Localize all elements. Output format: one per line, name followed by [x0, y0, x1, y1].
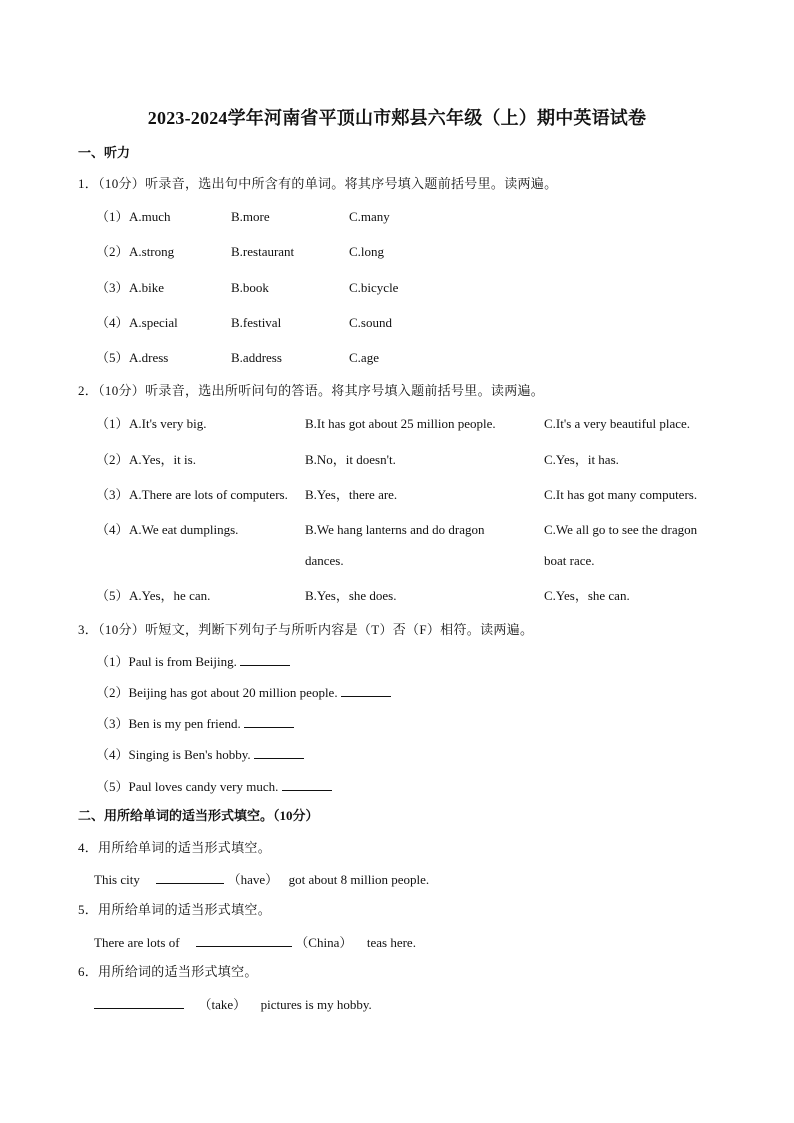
option-a: A.dress — [129, 350, 169, 365]
option-a: A.There are lots of computers. — [129, 487, 288, 502]
item-number: （2） — [96, 685, 129, 700]
item-text: Paul loves candy very much. — [128, 779, 279, 794]
option-c: C.It's a very beautiful place. — [544, 416, 691, 431]
option-c: C.Yes，she can. — [544, 588, 630, 603]
option-c: C.bicycle — [349, 280, 399, 295]
word-hint: （take） — [198, 997, 247, 1012]
item-text: Paul is from Beijing. — [128, 654, 237, 669]
option-a: A.strong — [129, 244, 175, 259]
row-number: （5） — [96, 588, 129, 603]
row-number: （4） — [96, 522, 129, 537]
option-c: C.It has got many computers. — [544, 487, 698, 502]
row-number: （1） — [96, 209, 129, 224]
section-heading-listening: 一、听力 — [78, 145, 131, 160]
option-a: A.Yes，it is. — [129, 452, 196, 467]
option-a: A.special — [129, 315, 178, 330]
option-b: B.address — [231, 350, 282, 365]
answer-blank[interactable] — [244, 715, 294, 728]
item-number: （5） — [96, 779, 129, 794]
answer-blank[interactable] — [282, 778, 332, 791]
word-hint: （have） — [227, 872, 279, 887]
sentence-start: There are lots of — [94, 935, 180, 950]
option-a: A.It's very big. — [129, 416, 207, 431]
option-c: C.age — [349, 350, 379, 365]
option-b: B.Yes，she does. — [305, 588, 397, 603]
row-number: （3） — [96, 487, 129, 502]
answer-blank[interactable] — [254, 746, 304, 759]
list-item — [96, 653, 290, 670]
option-c-line-2: boat race. — [544, 553, 595, 568]
list-item — [96, 715, 294, 732]
question-4-sentence — [94, 871, 429, 888]
question-6-stem: 6．用所给词的适当形式填空。 — [78, 964, 258, 979]
row-number: （5） — [96, 350, 129, 365]
question-5-stem: 5．用所给单词的适当形式填空。 — [78, 902, 272, 917]
answer-blank[interactable] — [196, 934, 292, 947]
question-2-stem: 2．（10分）听录音，选出所听问句的答语。将其序号填入题前括号里。读两遍。 — [78, 383, 545, 398]
option-c: C.sound — [349, 315, 392, 330]
sentence-end: teas here. — [366, 935, 416, 950]
option-c: C.Yes，it has. — [544, 452, 619, 467]
option-a: A.much — [129, 209, 171, 224]
item-text: Singing is Ben's hobby. — [128, 747, 251, 762]
list-item — [96, 778, 332, 795]
option-b-line-1: B.We hang lanterns and do dragon — [305, 522, 485, 537]
option-b: B.It has got about 25 million people. — [305, 416, 496, 431]
option-b: B.Yes，there are. — [305, 487, 398, 502]
option-a: A.We eat dumplings. — [129, 522, 239, 537]
item-text: Beijing has got about 20 million people. — [128, 685, 338, 700]
option-c: C.long — [349, 244, 385, 259]
row-number: （3） — [96, 280, 129, 295]
row-number: （1） — [96, 416, 129, 431]
answer-blank[interactable] — [156, 871, 224, 884]
sentence-end: pictures is my hobby. — [260, 997, 372, 1012]
sentence-end: got about 8 million people. — [288, 872, 430, 887]
list-item — [96, 746, 304, 763]
option-b-line-2: dances. — [305, 553, 344, 568]
answer-blank[interactable] — [94, 996, 184, 1009]
question-6-sentence — [94, 996, 372, 1013]
item-number: （3） — [96, 716, 129, 731]
option-c: C.many — [349, 209, 390, 224]
option-a: A.bike — [129, 280, 165, 295]
question-1-stem: 1．（10分）听录音，选出句中所含有的单词。将其序号填入题前括号里。读两遍。 — [78, 176, 558, 191]
option-b: B.festival — [231, 315, 282, 330]
item-text: Ben is my pen friend. — [128, 716, 241, 731]
item-number: （1） — [96, 654, 129, 669]
row-number: （2） — [96, 244, 129, 259]
answer-blank[interactable] — [341, 684, 391, 697]
option-a: A.Yes，he can. — [129, 588, 211, 603]
answer-blank[interactable] — [240, 653, 290, 666]
word-hint: （China） — [295, 935, 353, 950]
item-number: （4） — [96, 747, 129, 762]
list-item — [96, 684, 391, 701]
option-b: B.more — [231, 209, 270, 224]
option-c-line-1: C.We all go to see the dragon — [544, 522, 698, 537]
row-number: （2） — [96, 452, 129, 467]
option-b: B.restaurant — [231, 244, 295, 259]
exam-title: 2023-2024学年河南省平顶山市郏县六年级（上）期中英语试卷 — [147, 108, 647, 128]
sentence-start: This city — [94, 872, 140, 887]
question-5-sentence — [94, 934, 416, 951]
section-heading-fill-in: 二、用所给单词的适当形式填空。（10分） — [78, 808, 319, 823]
option-b: B.No，it doesn't. — [305, 452, 396, 467]
option-b: B.book — [231, 280, 269, 295]
row-number: （4） — [96, 315, 129, 330]
question-3-stem: 3．（10分）听短文，判断下列句子与所听内容是（T）否（F）相符。读两遍。 — [78, 622, 534, 637]
question-4-stem: 4．用所给单词的适当形式填空。 — [78, 840, 272, 855]
